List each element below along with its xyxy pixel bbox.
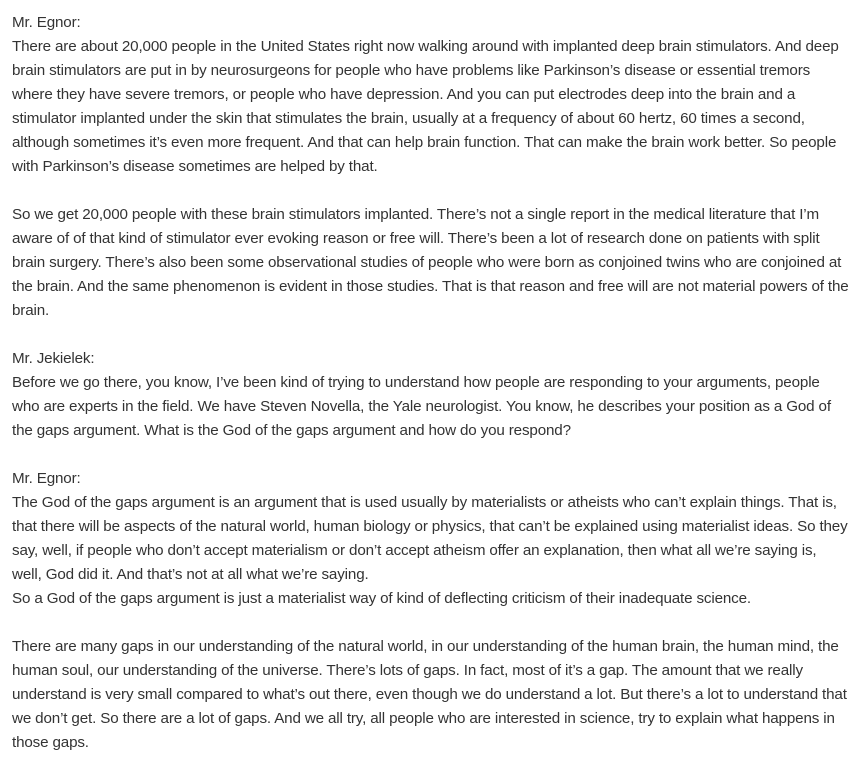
paragraph: So a God of the gaps argument is just a materialist way of kind of deflecting criticism of their inadequate science. <box>12 590 751 607</box>
speaker-block-egnor-2 <box>12 467 849 755</box>
paragraph-spacer <box>12 179 849 203</box>
speaker-name: Mr. Egnor: <box>12 14 81 31</box>
paragraph-spacer <box>12 323 849 347</box>
paragraph: The God of the gaps argument is an argument that is used usually by materialists or atheists who can’t explain things. That is, that there will be aspects of the natural world, human biology or physics, that can’t be explained using materialist ideas. So they say, well, if people who don’t accept materialism or don’t accept atheism offer an explanation, then what all we’re saying is, well, God did it. And that’s not at all what we’re saying. <box>12 494 848 583</box>
paragraph-spacer <box>12 611 849 635</box>
paragraph: So we get 20,000 people with these brain stimulators implanted. There’s not a single report in the medical literature that I’m aware of of that kind of stimulator ever evoking reason or free will. There’s been a lot of research done on patients with split brain surgery. There’s also been some observational studies of people who were born as conjoined twins who are conjoined at the brain. And the same phenomenon is evident in those studies. That is that reason and free will are not material powers of the brain. <box>12 206 849 319</box>
speaker-block-egnor-1 <box>12 11 849 323</box>
paragraph: There are many gaps in our understanding of the natural world, in our understanding of the human brain, the human mind, the human soul, our understanding of the universe. There’s lots of gaps. In fact, most of it’s a gap. The amount that we really understand is very small compared to what’s out there, even though we do understand a lot. But there’s a lot to understand that we don’t get. So there are a lot of gaps. And we all try, all people who are interested in science, try to explain what happens in those gaps. <box>12 638 847 751</box>
speaker-block-jekielek <box>12 347 849 443</box>
speaker-name: Mr. Jekielek: <box>12 350 95 367</box>
paragraph-spacer <box>12 443 849 467</box>
paragraph: There are about 20,000 people in the United States right now walking around with implanted deep brain stimulators. And deep brain stimulators are put in by neurosurgeons for people who have problems like Parkinson’s disease or essential tremors where they have severe tremors, or people who have depression. And you can put electrodes deep into the brain and a stimulator implanted under the skin that stimulates the brain, usually at a frequency of about 60 hertz, 60 times a second, although sometimes it’s even more frequent. And that can help brain function. That can make the brain work better. So people with Parkinson’s disease sometimes are helped by that. <box>12 38 839 175</box>
paragraph: Before we go there, you know, I’ve been kind of trying to understand how people are responding to your arguments, people who are experts in the field. We have Steven Novella, the Yale neurologist. You know, he describes your position as a God of the gaps argument. What is the God of the gaps argument and how do you respond? <box>12 374 831 439</box>
speaker-name: Mr. Egnor: <box>12 470 81 487</box>
